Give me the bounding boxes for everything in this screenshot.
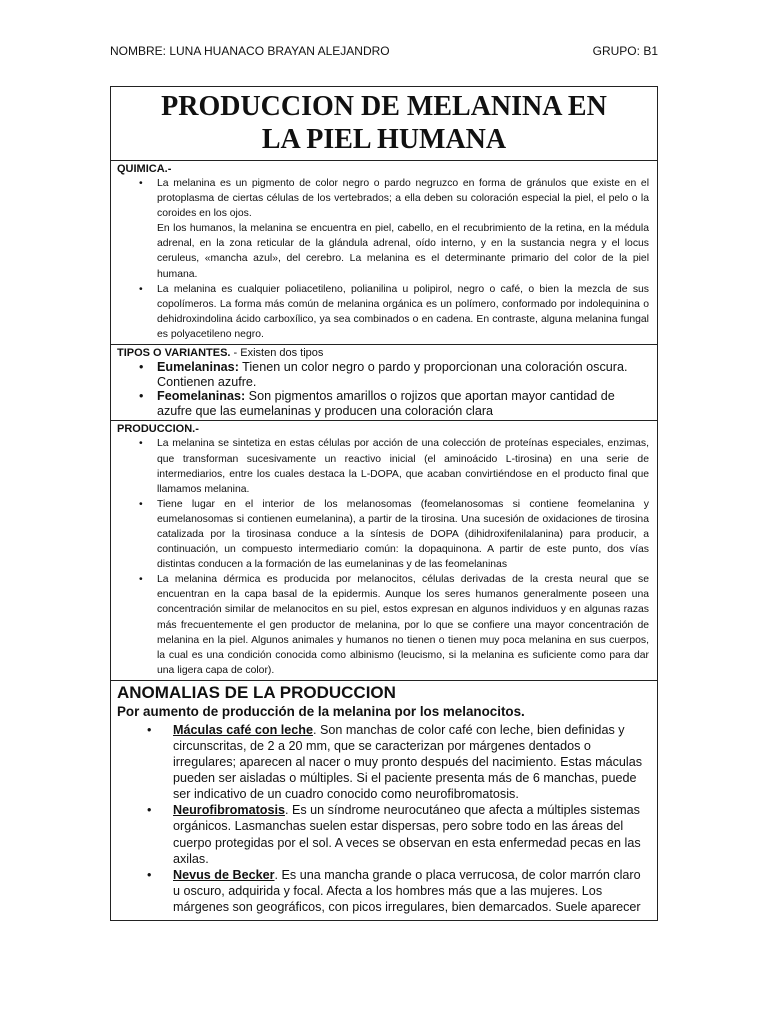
quimica-item-1-paragraph-2: En los humanos, la melanina se encuentra en piel, cabello, en el recubrimiento de la retina, en la médula adrenal, en la zona reticular de la glándula adrenal, oído interno, y en la sustancia negra y el locus ceruleus, «mancha azul», del cerebro. La melanina es el determinante primario del color de la piel humana.	[157, 223, 649, 280]
term-feomelaninas: Feomelaninas:	[157, 389, 246, 404]
produccion-item-1: • La melanina se sintetiza en estas células por acción de una colección de proteínas especiales, enzimas, que transforman sucesivamente un reactivo inicial (el aminoácido L-tirosina) en una serie de intermediarios, entre los cuales destaca la L-DOPA, que acaban convirtiéndose en el producto final que llamamos melanina.	[157, 438, 649, 495]
section-tipos	[111, 344, 657, 420]
section-heading-tipos	[117, 346, 649, 360]
section-produccion	[111, 420, 657, 680]
section-heading-anomalias: ANOMALIAS DE LA PRODUCCION	[117, 682, 396, 702]
list-item	[117, 176, 649, 282]
list-item	[117, 802, 649, 866]
anomalias-item-3-text: . Es una mancha grande o placa verrucosa, de color marrón claro u oscuro, adquirida y focal. Afecta a los hombres más que a las mujeres. Los márgenes son geográficos, con picos irregulares, bien demarcados. Suele aparecer	[173, 867, 641, 914]
term-nevus-becker: Nevus de Becker	[173, 867, 275, 882]
document-header	[110, 44, 658, 58]
list-item	[117, 572, 649, 678]
tipos-heading-note: - Existen dos tipos	[230, 347, 324, 360]
quimica-item-2: • La melanina es cualquier poliacetileno, polianilina u polipirol, negro o café, o bien la mezcla de sus copolímeros. La forma más común de melanina orgánica es un polímero, conformado por indolequinina o dehidroxindolina ácido carboxílico, ya sea combinados o en cadena. En contraste, alguna melanina fungal es polyacetileno negro.	[157, 283, 649, 340]
term-eumelaninas: Eumelaninas:	[157, 360, 239, 375]
tipos-item-2-text: Son pigmentos amarillos o rojizos que aportan mayor cantidad de azufre que las eumelaninas y producen una coloración clara	[157, 389, 615, 418]
list-item	[117, 497, 649, 572]
section-heading-quimica: QUIMICA.-	[117, 163, 172, 175]
title-line-1: PRODUCCION DE MELANINA EN	[161, 91, 607, 122]
list-item	[117, 389, 649, 418]
document-title	[111, 87, 657, 160]
section-quimica	[111, 160, 657, 344]
quimica-item-1-paragraph-1: • La melanina es un pigmento de color negro o pardo negruzco en forma de gránulos que existe en el protoplasma de ciertas células de los vertebrados; a ella deben su coloración especial la piel, el pelo o la coroides en los ojos.	[157, 178, 649, 220]
title-line-2: LA PIEL HUMANA	[261, 124, 507, 155]
document-table	[110, 86, 658, 921]
anomalias-item-2-text: . Es un síndrome neurocutáneo que afecta a múltiples sistemas orgánicos. Lasmanchas suelen estar dispersas, pero sobre todo en las áreas del cuerpo protegidas por el sol. A veces se observan en esta enfermedad pecas en las axilas.	[173, 803, 641, 866]
list-item	[117, 436, 649, 496]
student-name: NOMBRE: LUNA HUANACO BRAYAN ALEJANDRO	[110, 44, 390, 58]
produccion-item-2: • Tiene lugar en el interior de los melanosomas (feomelanosomas si contiene feomelanina y eumelanosomas si contienen eumelanina), a partir de la tirosina. Una sucesión de oxidaciones de tirosina catalizada por la tirosinasa conduce a la síntesis de DOPA (dihidroxifenilalanina) para producir, a continuación, un compuesto intermediario común: la dopaquinona. A partir de este punto, dos vías distintas conducen a la formación de las eumelaninas y de las feomelaninas	[157, 498, 649, 571]
list-item	[117, 282, 649, 342]
produccion-list	[117, 436, 649, 678]
list-item	[117, 867, 649, 915]
produccion-item-3: • La melanina dérmica es producida por melanocitos, células derivadas de la cresta neural que se encuentran en la capa basal de la epidermis. Aunque los seres humanos generalmente poseen una concentración similar de melanocitos en su piel, estos expresan en algunos individuos y en algunas razas más frecuentemente el gen productor de melanina, por lo que se confiere una mayor concentración de melanina en la piel. Algunos animales y humanos no tienen o tienen muy poca melanina en sus cuerpos, la cual es una condición conocida como albinismo (leucismo, si la melanina es suficiente como para dar una ligera capa de color).	[157, 574, 649, 676]
tipos-item-1-text: Tienen un color negro o pardo y proporcionan una coloración oscura. Contienen azufre.	[157, 360, 628, 389]
anomalias-subheading: Por aumento de producción de la melanina por los melanocitos.	[117, 703, 525, 719]
term-neurofibromatosis: Neurofibromatosis	[173, 803, 285, 818]
anomalias-list	[117, 722, 649, 915]
section-heading-produccion: PRODUCCION.-	[117, 423, 199, 436]
list-item	[117, 722, 649, 802]
section-anomalias	[111, 680, 657, 920]
tipos-list	[117, 360, 649, 418]
term-maculas: Máculas café con leche	[173, 722, 313, 737]
list-item	[117, 360, 649, 389]
group-label: GRUPO: B1	[592, 44, 658, 58]
quimica-list	[117, 176, 649, 342]
tipos-heading-bold: TIPOS O VARIANTES.	[117, 347, 231, 360]
anomalias-item-1-text: . Son manchas de color café con leche, bien definidas y circunscritas, de 2 a 20 mm, que se caracterizan por márgenes dentados o irregulares; aparecen al nacer o muy pronto después del nacimiento. Estas máculas pueden ser aisladas o múltiples. Si el paciente presenta más de 6 manchas, puede ser indicativo de un cuadro conocido como neurofibromatosis.	[173, 722, 643, 802]
